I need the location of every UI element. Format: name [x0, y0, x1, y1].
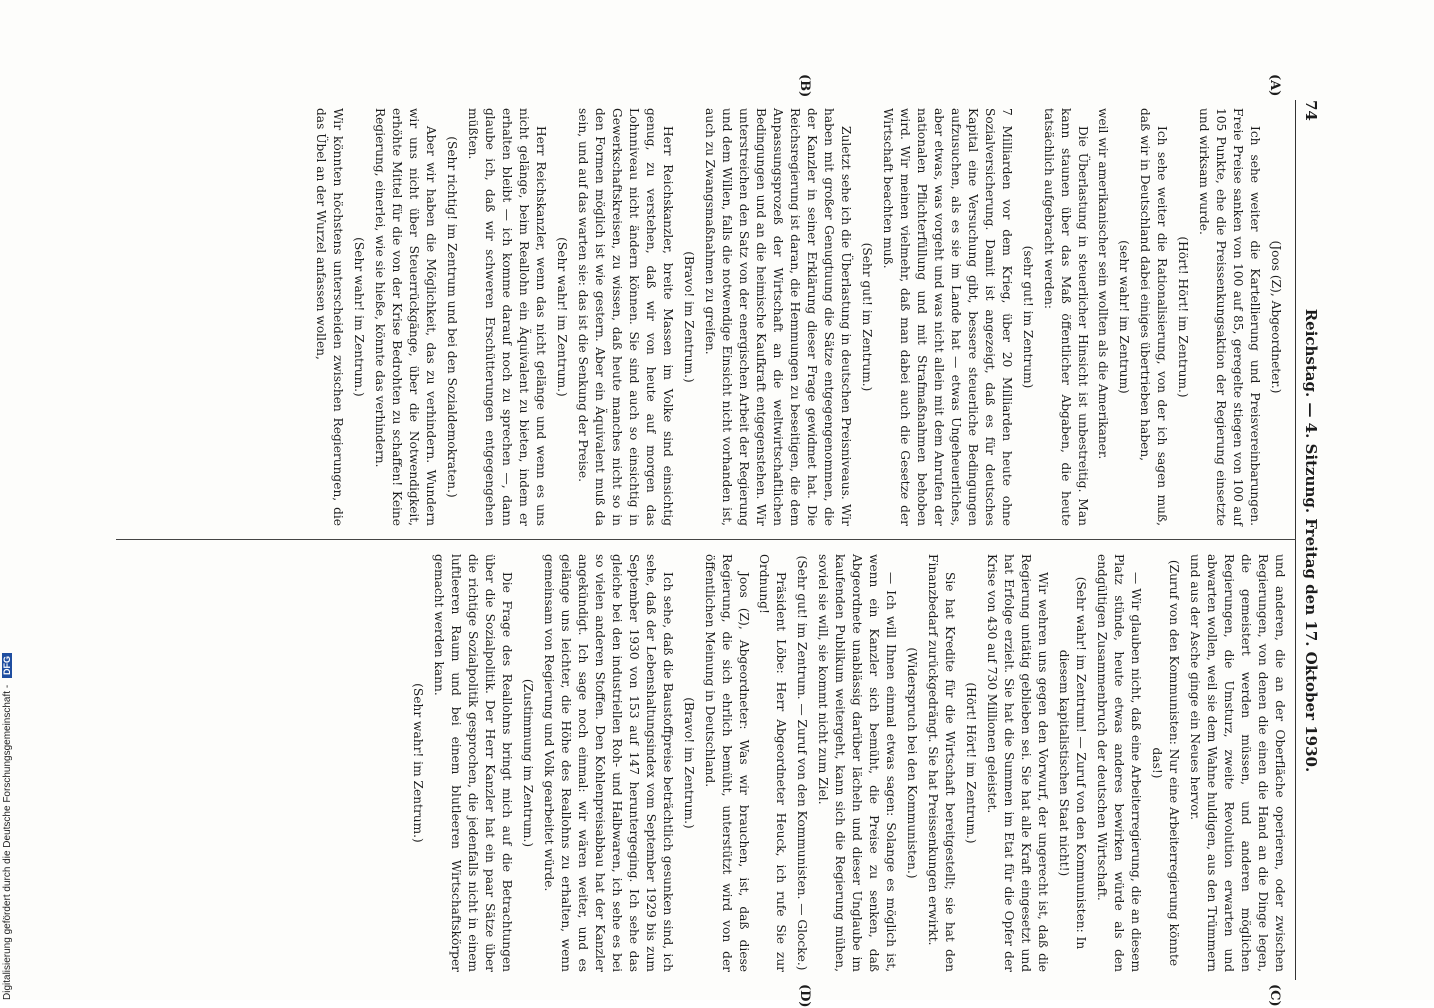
interjection: (Sehr wahr! im Zentrum.) — [411, 683, 425, 843]
interjection: (Hört! Hört! im Zentrum.) — [964, 682, 978, 844]
margin-label-d: (D) — [797, 984, 812, 1008]
interjection: (Zustimmung im Zentrum.) — [521, 678, 535, 848]
interjection: (Sehr wahr! im Zentrum.) — [555, 237, 569, 397]
paragraph: Die Frage des Reallohns bringt mich auf die Betrachtungen über die Sozialpolitik. Der Herr Kanzler hat ein paar Sätze über die richtige Sozialpolitik gesprochen, die jedenfalls nicht in einem luftleeren Raum und bei einem blutleeren Wirtschaftskörper gemacht werden kann. — [432, 554, 514, 972]
page-number: 74 — [1302, 100, 1320, 121]
margin-label-c: (C) — [1267, 984, 1282, 1007]
interjection: (Sehr wahr! im Zentrum! — Zuruf von den Kommunisten: In diesem kapitalistischen Staat nicht!) — [1057, 576, 1088, 950]
dfg-logo: DFG — [2, 653, 12, 678]
interjection: (Zuruf von den Kommunisten: Nur eine Arbeiterregierung könnte das!) — [1150, 559, 1181, 967]
footer-credit — [2, 0, 16, 1000]
header-rule — [1295, 100, 1296, 980]
paragraph: und anderen, die an der Oberfläche operieren, oder zwischen Regierungen, von denen die einen die Hand an die Dinge legen, die gemeistert werden müssen, und anderen möglichen Regierungen, die Umsturz, zweite Revolution erwarten und abwarten wollen, weil sie dem Wahne huldigen, aus den Trümmern und aus der Asche ginge ein Neues hervor. — [1188, 554, 1287, 972]
paragraph: Aber wir haben die Möglichkeit, das zu verhindern. Wundern wir uns nicht über Steuerrückgänge, über die Notwendigkeit, erhöhte Mittel für die von der Krise Bedrohten zu schaffen! Keine Regierung, einerlei, wie sie hieße, könnte das verhindern. — [373, 108, 438, 526]
paragraph: Herr Reichskanzler, wenn das nicht gelänge und wenn es uns nicht gelänge, beim Reallohn ein Äquivalent zu bieten, indem er erhalten bleibt — ich komme darauf noch zu sprechen —, dann glaube ich, daß wir schweren Erschütterungen entgegengehen müßten. — [466, 108, 548, 526]
paragraph: Wir könnten höchstens unterscheiden zwischen Regierungen, die das Übel an der Wurzel anfassen wollen, — [314, 108, 345, 526]
paragraph: — Ich will Ihnen einmal etwas sagen: Solange es möglich ist, wenn ein Kanzler sich bemüht, die Preise zu senken, daß Abgeordnete unablässig darüber lächeln und dieser Unglaube im kaufenden Publikum weitergeht, kann sich die Regierung mühen, soviel sie will, sie kommt nicht zum Ziel. — [816, 554, 898, 972]
footer-text: Digitalisierung gefördert durch die Deutsche Forschungsgemeinschaft - — [2, 684, 13, 1000]
interjection: (Bravo! im Zentrum.) — [682, 251, 696, 383]
paragraph: Herr Reichskanzler, breite Massen im Volke sind einsichtig genug, zu verstehen, daß wir von heute auf morgen das Lohnniveau nicht ändern können. Sie sind auch so einsichtig in Gewerkschaftskreisen, zu wissen, daß heute manches nicht so in den Formen möglich ist wie gestern. Aber ein Äquivalent muß da sein, und auf das warten sie: das ist die Senkung der Preise. — [576, 108, 675, 526]
interjection: (sehr wahr! im Zentrum) — [1117, 240, 1131, 394]
interjection: (sehr gut! im Zentrum) — [1021, 245, 1035, 389]
paragraph: — Wir glauben nicht, daß eine Arbeiterregierung, die an diesem Platz stünde, heute etwas anderes bewirken würde als den endgültigen Zusammenbruch der deutschen Wirtschaft. — [1095, 554, 1143, 972]
column-separator — [116, 539, 1296, 540]
left-column — [309, 108, 1288, 526]
interjection: (Joos (Z), Abgeordneter.) — [1269, 240, 1283, 394]
interjection: (Hört! Hört! im Zentrum.) — [1176, 236, 1190, 398]
paragraph: 7 Milliarden vor dem Krieg, über 20 Milliarden heute ohne Sozialversicherung. Damit ist angezeigt, daß es für deutsches Kapital eine Versuchung gibt, bessere steuerliche Bedingungen aufzusuchen, als es sie im Lande hat — etwas Ungeheuerliches, aber etwas, was vorgeht und was nicht allein mit dem Anrufen der nationalen Pflichterfüllung und mit Strafmaßnahmen behoben wird. Wir meinen vielmehr, daß man dabei auch die Gesetze der Wirtschaft beachten muß. — [881, 108, 1014, 526]
interjection: (Sehr gut! im Zentrum.) — [860, 242, 874, 392]
interjection: (Sehr wahr! im Zentrum.) — [352, 237, 366, 397]
paragraph: Zuletzt sehe ich die Überlastung in deutschen Preisniveaus. Wir haben mit großer Genugtuung die Sätze entgegengenommen, die der Kanzler in seiner Erklärung dieser Frage gewidmet hat. Die Reichsregierung ist daran, die Hemmungen zu beseitigen, die dem Anpassungsprozeß der Wirtschaft an die weltwirtschaftlichen Bedingungen und an die heimische Kaufkraft entgegenstehen. Wir unterstreichen den Satz von der energischen Arbeit der Regierung und dem Willen, falls die notwendige Einsicht nicht vorhanden ist, auch zu Zwangsmaßnahmen zu greifen. — [703, 108, 853, 526]
page-title: Reichstag. — 4. Sitzung. Freitag den 17. Oktober 1930. — [1302, 308, 1320, 773]
margin-label-b: (B) — [797, 74, 812, 98]
right-column — [405, 554, 1288, 972]
paragraph: Wir wehren uns gegen den Vorwurf, der ungerecht ist, daß die Regierung untätig geblieben sei. Sie hat alle Kraft eingesetzt und hat Erfolge erzielt. Sie hat die Summen im Etat für die Opfer der Krise von 430 auf 730 Millionen geleistet. — [985, 554, 1050, 972]
paragraph: Ich sehe, daß die Baustoffpreise beträchtlich gesunken sind, ich sehe, daß der Lebenshaltungsindex vom September 1929 bis zum September 1930 von 153 auf 147 heruntergeging. Ich sehe das gleiche bei den industriellen Roh- und Halbwaren, ich sehe es bei so vielen anderen Stoffen. Den Kohlenpreisabbau hat der Kanzler angekündigt. Ich sage noch einmal: wir wären weiter, und es gelänge uns leichter, die Höhe des Reallohns zu erhalten, wenn gemeinsam von Regierung und Volk gearbeitet würde. — [542, 554, 675, 972]
paragraph: Ich sehe weiter die Rationalisierung, von der ich sagen muß, daß wir in Deutschland dabei einiges übertrieben haben, — [1138, 108, 1169, 526]
interjection: (Widerspruch bei den Kommunisten.) — [905, 647, 919, 879]
paragraph: Sie hat Kredite für die Wirtschaft bereitgestellt; sie hat den Finanzbedarf zurückgedrängt. Sie hat Preissenkungen erwirkt. — [926, 554, 957, 972]
paragraph: Die Überlastung in steuerlicher Hinsicht ist unbestreitig. Man kann staunen über das Maß öffentlicher Abgaben, die heute tatsächlich aufgebracht werden: — [1042, 108, 1090, 526]
paragraph: Präsident Löbe: Herr Abgeordneter Heuck, ich rufe Sie zur Ordnung! — [757, 554, 788, 972]
paragraph: Joos (Z), Abgeordneter: Was wir brauchen, ist, daß diese Regierung, die sich ehrlich bemüht, unterstützt wird von der öffentlichen Meinung in Deutschland. — [703, 554, 751, 972]
margin-label-a: (A) — [1267, 74, 1282, 97]
interjection: (Sehr gut! im Zentrum. — Zuruf von den Kommunisten. — Glocke.) — [795, 555, 809, 971]
paragraph: Ich sehe weiter die Kartellierung und Preisvereinbarungen. Freie Preise sanken von 100 auf 85, geregelte stiegen von 100 auf 105 Punkte, ehe die Preissenkungsaktion der Regierung einsetzte und wirksam wurde. — [1197, 108, 1262, 526]
interjection: (Bravo! im Zentrum.) — [682, 697, 696, 829]
rotated-page-content — [102, 74, 1322, 1008]
interjection: (Sehr richtig! im Zentrum und bei den Sozialdemokraten.) — [445, 136, 459, 498]
page-header — [1300, 100, 1322, 980]
paragraph: weil wir amerikanischer sein wollten als die Amerikaner. — [1096, 108, 1110, 460]
